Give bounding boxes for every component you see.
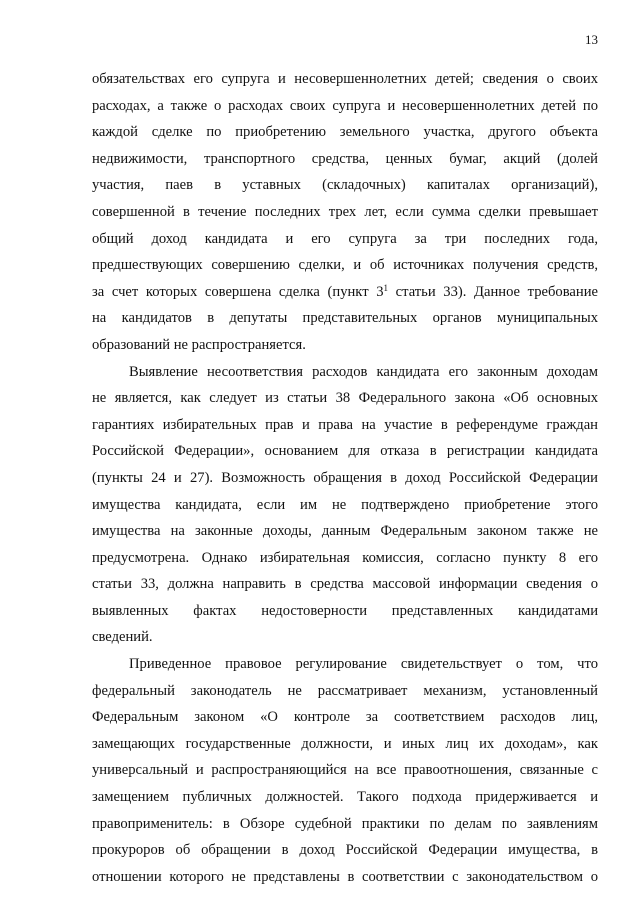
text-line: имущества на законные доходы, данным Федеральным законом также не — [92, 523, 598, 540]
text-line: сведений. — [92, 629, 153, 646]
text-line: (пункты 24 и 27). Возможность обращения в доход Российской Федерации — [92, 469, 598, 486]
text-line: образований не распространяется. — [92, 336, 306, 353]
text-line: расходах, а также о расходах своих супруга и несовершеннолетних детей по — [92, 97, 598, 114]
text-line: правоприменитель: в Обзоре судебной практики по делам по заявлениям — [92, 815, 598, 832]
page-number: 13 — [585, 32, 598, 47]
document-body — [92, 66, 598, 890]
text-line: статьи 33, должна направить в средства массовой информации сведения о — [92, 576, 598, 593]
superscript: 1 — [383, 282, 389, 293]
text-line: замещающих государственные должности, и иных лиц их доходам», как — [92, 735, 598, 752]
text-line: общий доход кандидата и его супруга за три последних года, — [92, 230, 598, 247]
text-line: каждой сделке по приобретению земельного участка, другого объекта — [92, 124, 598, 141]
text-line: отношении которого не представлены в соответствии с законодательством о — [92, 868, 598, 885]
paragraph-3 — [92, 651, 598, 890]
text-line: совершенной в течение последних трех лет, если сумма сделки превышает — [92, 203, 598, 220]
text-line: прокуроров об обращении в доход Российской Федерации имущества, в — [92, 842, 598, 859]
text-line: Федеральным законом «О контроле за соответствием расходов лиц, — [92, 709, 598, 726]
text-line: имущества кандидата, если им не подтверждено приобретение этого — [92, 496, 598, 513]
text-line: предшествующих совершению сделки, и об источниках получения средств, — [92, 257, 598, 274]
text-line: замещением публичных должностей. Такого подхода придерживается и — [92, 789, 598, 806]
text-line — [92, 279, 598, 306]
text-line: предусмотрена. Однако избирательная комиссия, согласно пункту 8 его — [92, 549, 598, 566]
text-line: обязательствах его супруга и несовершеннолетних детей; сведения о своих — [92, 71, 598, 87]
text-line: универсальный и распространяющийся на все правоотношения, связанные с — [92, 762, 598, 779]
text-line: Выявление несоответствия расходов кандидата его законным доходам — [129, 363, 598, 380]
text-fragment: статьи 33). Данное требование — [388, 283, 598, 300]
text-line: федеральный законодатель не рассматривает механизм, установленный — [92, 682, 598, 699]
paragraph-1 — [92, 66, 598, 359]
paragraph-2 — [92, 359, 598, 652]
text-line: не является, как следует из статьи 38 Федерального закона «Об основных — [92, 390, 598, 407]
text-line: участия, паев в уставных (складочных) капиталах организаций), — [92, 177, 598, 194]
text-line: Приведенное правовое регулирование свидетельствует о том, что — [129, 656, 598, 673]
text-line: недвижимости, транспортного средства, ценных бумаг, акций (долей — [92, 150, 598, 167]
text-line: выявленных фактах недостоверности представленных кандидатами — [92, 602, 598, 619]
text-line: гарантиях избирательных прав и права на участие в референдуме граждан — [92, 416, 598, 433]
text-fragment: за счет которых совершена сделка (пункт 3 — [92, 283, 384, 300]
text-line: на кандидатов в депутаты представительных органов муниципальных — [92, 310, 598, 327]
text-line: Российской Федерации», основанием для отказа в регистрации кандидата — [92, 443, 598, 460]
